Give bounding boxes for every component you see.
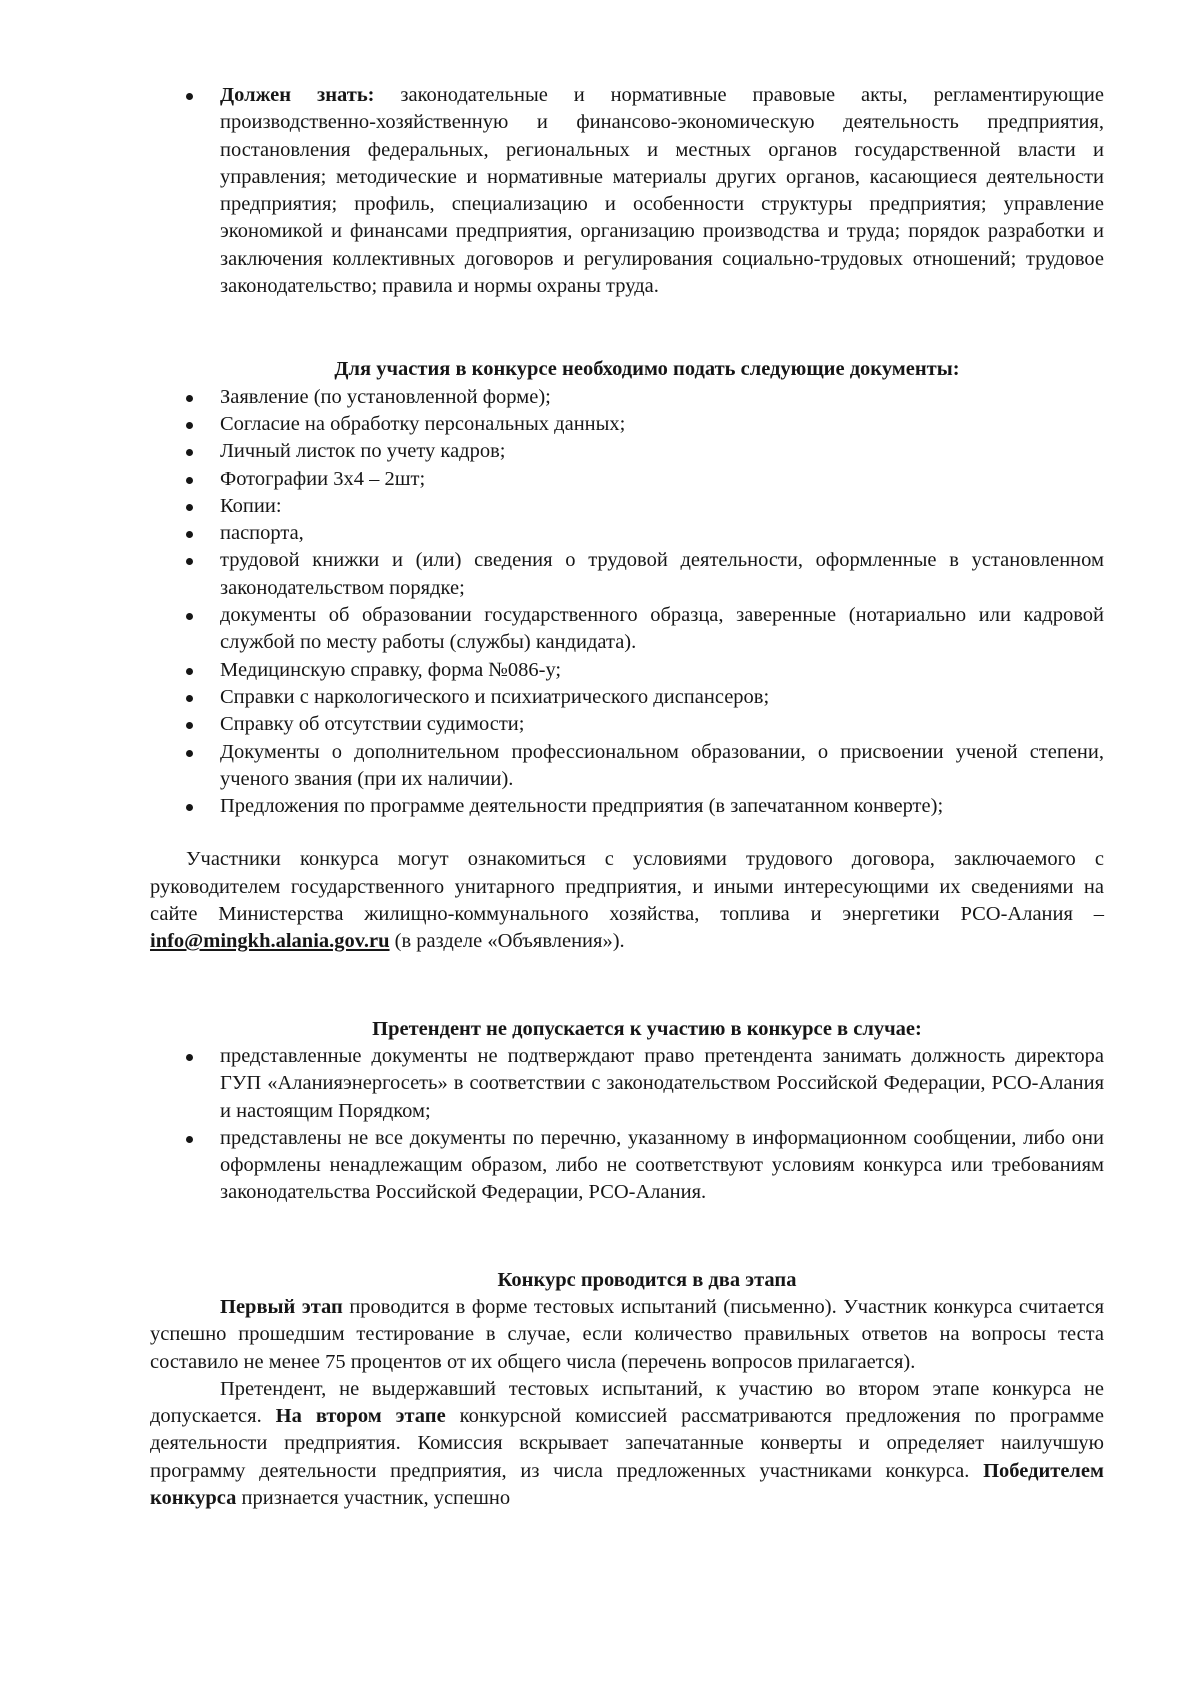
- documents-list: [150, 384, 1104, 821]
- email-link[interactable]: info@mingkh.alania.gov.ru: [150, 930, 390, 953]
- rejection-item: представлены не все документы по перечню, указанному в информационном сообщении, либо они оформлены ненадлежащим образом, либо не соответствуют условиям конкурса или требованиям законодательства Российской Федерации, РСО-Алания.: [150, 1125, 1104, 1207]
- stage-two-label: На втором этапе: [275, 1405, 446, 1428]
- stages-heading: Конкурс проводится в два этапа: [497, 1268, 797, 1291]
- stage-one-paragraph: [150, 1294, 1104, 1376]
- stage-one-text: проводится в форме тестовых испытаний (письменно). Участник конкурса считается успешно прошедшим тестирование в случае, если количество правильных ответов на вопросы теста составило не менее 75 процентов от их общего числа (перечень вопросов прилагается).: [150, 1295, 1104, 1373]
- stage-one-label: Первый этап: [220, 1295, 343, 1318]
- participants-paragraph: [150, 846, 1104, 955]
- knowledge-list: [150, 82, 1104, 300]
- document-item: Заявление (по установленной форме);: [150, 384, 1104, 411]
- rejection-item: представленные документы не подтверждают право претендента занимать должность директора ГУП «Аланияэнергосеть» в соответствии с законодательством Российской Федерации, РСО-Алания и настоящим Порядком;: [150, 1043, 1104, 1125]
- participants-text-end: (в разделе «Объявления»).: [389, 930, 625, 953]
- document-item: Справку об отсутствии судимости;: [150, 711, 1104, 738]
- document-item: документы об образовании государственного образца, заверенные (нотариально или кадровой службой по месту работы (службы) кандидата).: [150, 602, 1104, 657]
- document-item: Медицинскую справку, форма №086-у;: [150, 657, 1104, 684]
- document-item: Фотографии 3х4 – 2шт;: [150, 466, 1104, 493]
- document-item: Предложения по программе деятельности предприятия (в запечатанном конверте);: [150, 793, 1104, 820]
- document-item: Личный листок по учету кадров;: [150, 438, 1104, 465]
- document-item: Согласие на обработку персональных данных;: [150, 411, 1104, 438]
- stage-two-text-2: конкурсной комиссией рассматриваются предложения по программе деятельности предприятия. Комиссия вскрывает запечатанные конверты и определяет наилучшую программу деятельности предприятия, из числа предложенных участниками конкурса.: [150, 1405, 1104, 1482]
- knowledge-label: Должен знать:: [220, 84, 375, 106]
- rejection-list: [150, 1043, 1104, 1207]
- participants-text: Участники конкурса могут ознакомиться с условиями трудового договора, заключаемого с руководителем государственного унитарного предприятия, и иными интересующими их сведениями на сайте Министерства жилищно-коммунального хозяйства, топлива и энергетики РСО-Алания –: [150, 848, 1104, 926]
- winner-label: Победителем конкурса: [150, 1459, 1104, 1510]
- document-item: Справки с наркологического и психиатрического диспансеров;: [150, 684, 1104, 711]
- knowledge-text: законодательные и нормативные правовые акты, регламентирующие производственно-хозяйственную и финансово-экономическую деятельность предприятия, постановления федеральных, региональных и местных органов государственной власти и управления; методические и нормативные материалы других органов, касающиеся деятельности предприятия; профиль, специализацию и особенности структуры предприятия; управление экономикой и финансами предприятия, организацию производства и труда; порядок разработки и заключения коллективных договоров и регулирования социально-трудовых отношений; трудовое законодательство; правила и нормы охраны труда.: [220, 84, 1104, 298]
- document-item: паспорта,: [150, 520, 1104, 547]
- document-item: Документы о дополнительном профессиональном образовании, о присвоении ученой степени, ученого звания (при их наличии).: [150, 739, 1104, 794]
- knowledge-item: [150, 82, 1104, 300]
- rejection-heading: Претендент не допускается к участию в конкурсе в случае:: [372, 1017, 922, 1040]
- document-item: трудовой книжки и (или) сведения о трудовой деятельности, оформленные в установленном законодательством порядке;: [150, 547, 1104, 602]
- documents-heading: Для участия в конкурсе необходимо подать следующие документы:: [334, 358, 960, 381]
- stage-two-paragraph: [150, 1376, 1104, 1512]
- stage-two-text-1: Претендент, не выдержавший тестовых испытаний, к участию во втором этапе конкурса не допускается.: [150, 1377, 1104, 1428]
- stage-two-text-3: признается участник, успешно: [236, 1487, 511, 1510]
- document-item: Копии:: [150, 493, 1104, 520]
